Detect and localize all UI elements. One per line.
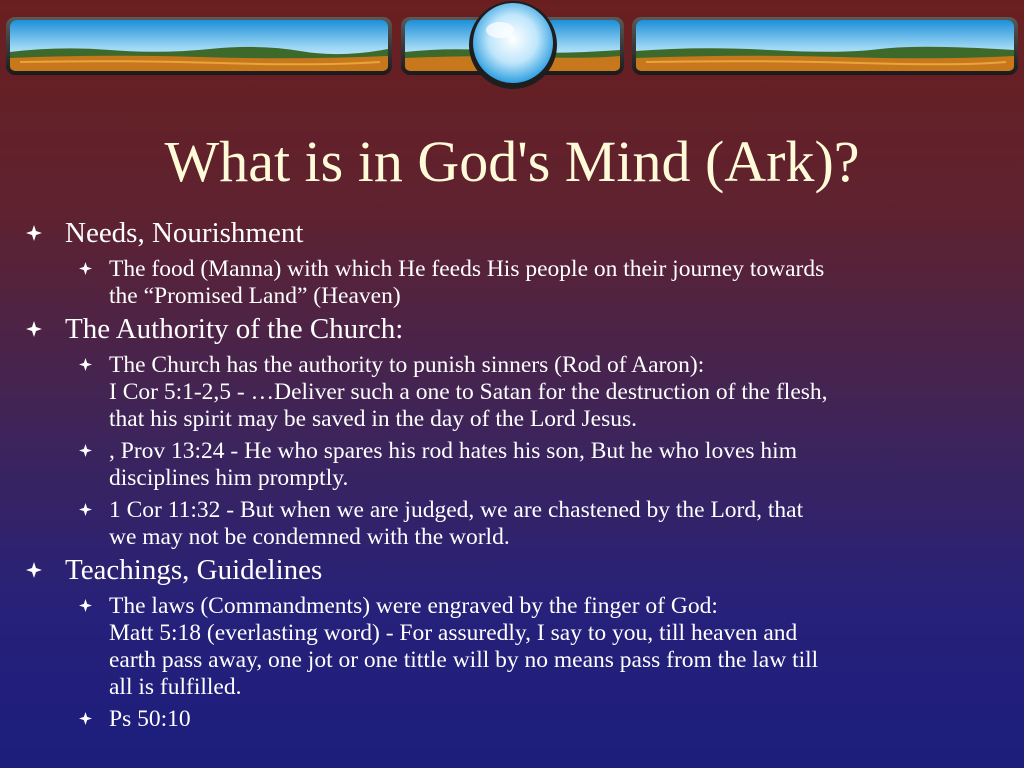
diamond-bullet-icon: [79, 599, 92, 612]
bullet-text: Needs, Nourishment: [65, 217, 304, 249]
diamond-bullet-icon: [26, 321, 42, 337]
banner-panel-right: [632, 17, 1018, 75]
diamond-bullet-icon: [26, 562, 42, 578]
bullet-text: The Authority of the Church:: [65, 313, 404, 345]
diamond-bullet-icon: [79, 503, 92, 516]
sub-bullet-line: that his spirit may be saved in the day of the Lord Jesus.: [109, 406, 637, 432]
globe-icon: [469, 1, 557, 89]
header-landscape-banner: [0, 0, 1024, 100]
sub-bullet-item: [26, 497, 1001, 551]
bullet-item: [26, 312, 1001, 347]
bullet-text: Teachings, Guidelines: [65, 554, 323, 586]
banner-panel-left: [6, 17, 392, 75]
sub-bullet-line: the “Promised Land” (Heaven): [109, 283, 401, 309]
bullet-item: [26, 216, 1001, 251]
sub-bullet-line: earth pass away, one jot or one tittle will by no means pass from the law till: [109, 647, 819, 673]
sub-bullet-item: [26, 438, 1001, 492]
diamond-bullet-icon: [79, 712, 92, 725]
slide-title: What is in God's Mind (Ark)?: [164, 129, 860, 194]
sub-bullet-line: Matt 5:18 (everlasting word) - For assuredly, I say to you, till heaven and: [109, 620, 798, 646]
sub-bullet-line: we may not be condemned with the world.: [109, 524, 510, 550]
diamond-bullet-icon: [79, 358, 92, 371]
bullet-list: [26, 214, 1001, 733]
sub-bullet-line: The laws (Commandments) were engraved by the finger of God:: [109, 593, 718, 619]
sub-bullet-item: [26, 593, 1001, 701]
sub-bullet-line: , Prov 13:24 - He who spares his rod hates his son, But he who loves him: [109, 438, 797, 464]
sub-bullet-line: The Church has the authority to punish sinners (Rod of Aaron):: [109, 352, 705, 378]
sub-bullet-line: 1 Cor 11:32 - But when we are judged, we are chastened by the Lord, that: [109, 497, 804, 523]
diamond-bullet-icon: [79, 444, 92, 457]
sub-bullet-item: [26, 352, 1001, 433]
bullet-item: [26, 553, 1001, 588]
sub-bullet-line: disciplines him promptly.: [109, 465, 349, 491]
sub-bullet-line: The food (Manna) with which He feeds His people on their journey towards: [109, 256, 825, 282]
diamond-bullet-icon: [26, 225, 42, 241]
sub-bullet-line: all is fulfilled.: [109, 674, 242, 700]
sub-bullet-line: Ps 50:10: [109, 706, 191, 732]
sub-bullet-item: [26, 706, 1001, 733]
sub-bullet-line: I Cor 5:1-2,5 - …Deliver such a one to Satan for the destruction of the flesh,: [109, 379, 828, 405]
diamond-bullet-icon: [79, 262, 92, 275]
sub-bullet-item: [26, 256, 1001, 310]
